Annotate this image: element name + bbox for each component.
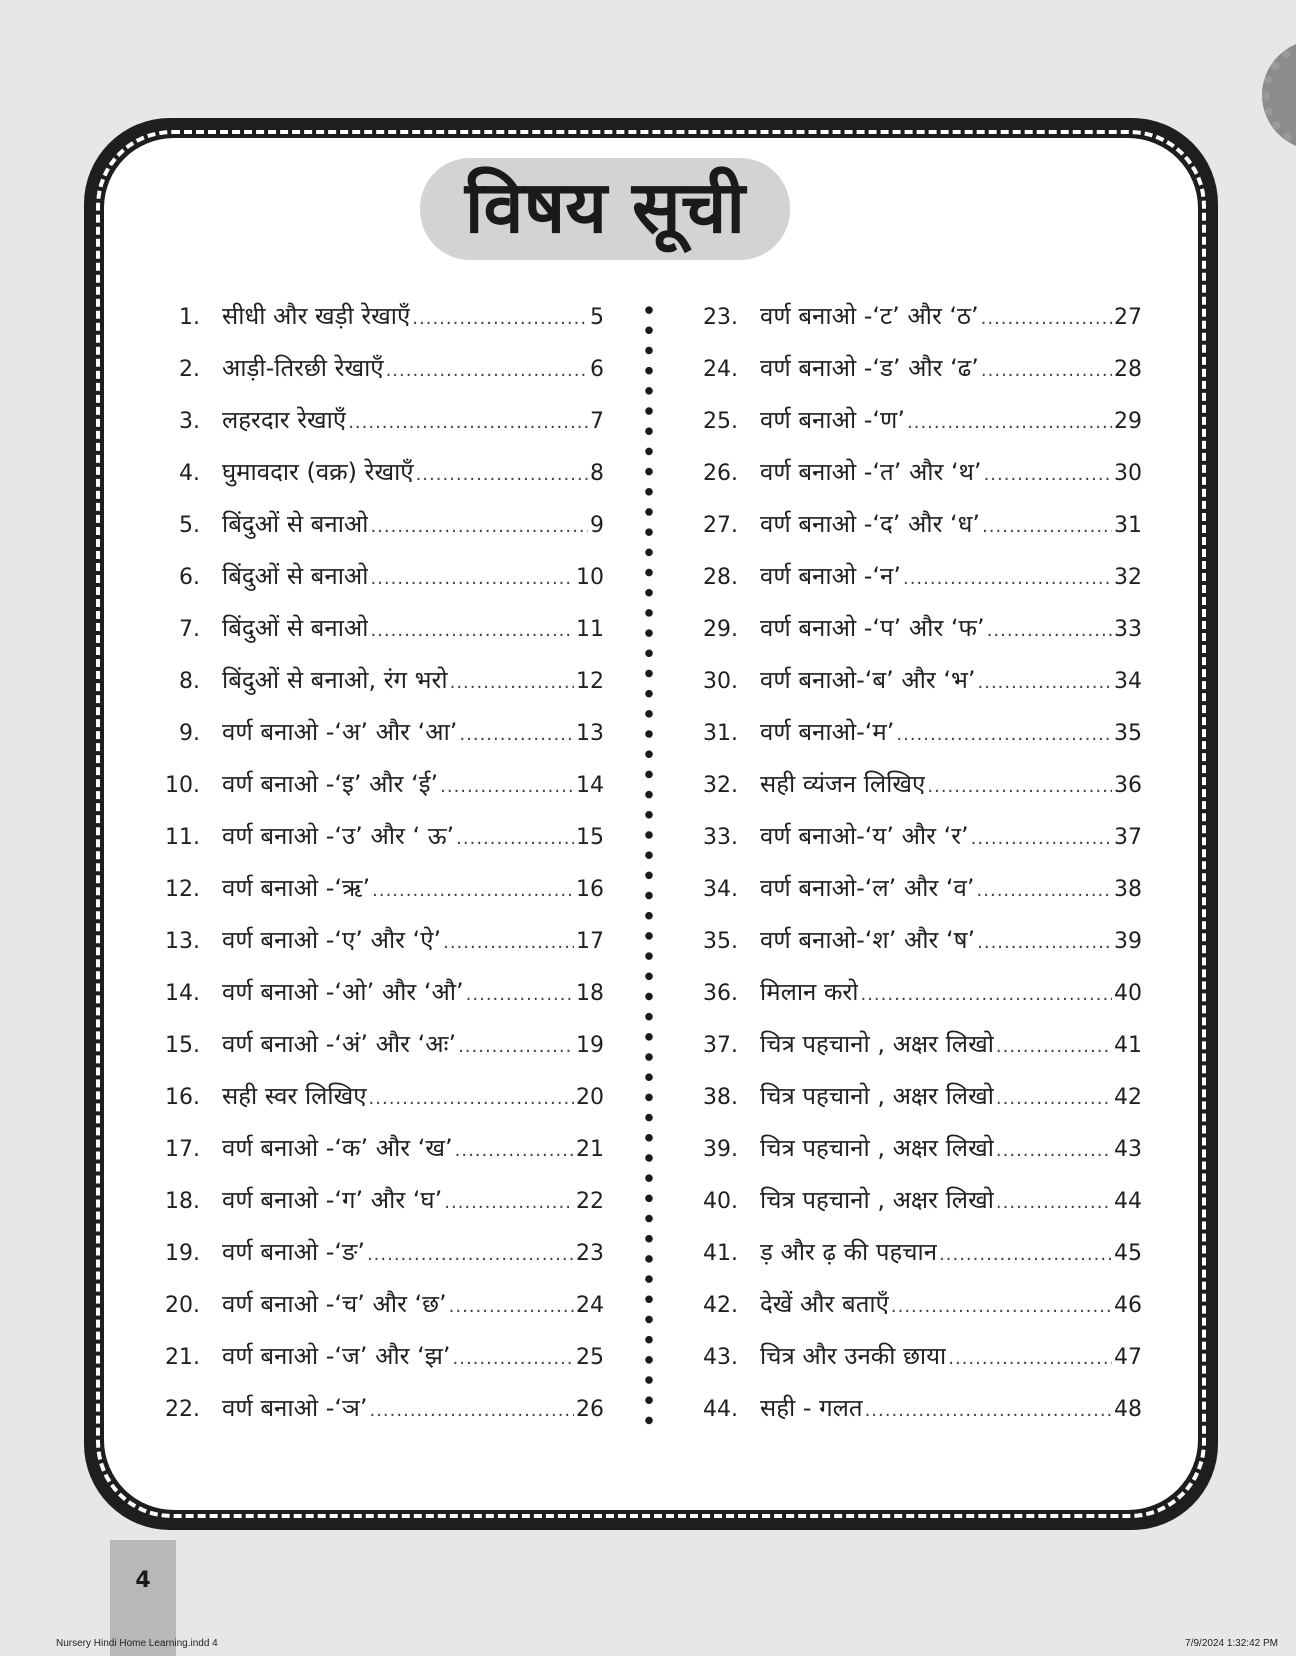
toc-entry — [134, 1226, 604, 1278]
toc-entry-number: 17. — [165, 1137, 200, 1162]
toc-entry — [134, 342, 604, 394]
dot-leader — [386, 345, 588, 397]
toc-entry-page: 12 — [576, 669, 604, 694]
toc-entry-page: 23 — [576, 1241, 604, 1266]
toc-entry-title: बिंदुओं से बनाओ, रंग भरो — [222, 666, 448, 694]
toc-entry-page: 32 — [1114, 565, 1142, 590]
toc-entry-number: 8. — [179, 669, 200, 694]
toc-entry — [672, 602, 1142, 654]
toc-entry-number: 15. — [165, 1033, 200, 1058]
toc-entry — [672, 706, 1142, 758]
toc-entry-number: 2. — [179, 357, 200, 382]
toc-entry-number: 33. — [703, 825, 738, 850]
toc-entry-page: 16 — [576, 877, 604, 902]
dot-leader — [865, 1385, 1112, 1437]
toc-entry-page: 33 — [1114, 617, 1142, 642]
toc-entry-page: 31 — [1114, 513, 1142, 538]
toc-entry-title: वर्ण बनाओ -‘ण’ — [760, 406, 906, 434]
toc-entry-title: वर्ण बनाओ -‘प’ और ‘फ’ — [760, 614, 985, 642]
toc-entry-page: 18 — [576, 981, 604, 1006]
toc-entry-number: 36. — [703, 981, 738, 1006]
toc-entry-title: बिंदुओं से बनाओ — [222, 562, 369, 590]
toc-entry-title: वर्ण बनाओ -‘ए’ और ‘ऐ’ — [222, 926, 442, 954]
toc-entry-page: 48 — [1114, 1397, 1142, 1422]
dot-leader — [939, 1229, 1112, 1281]
toc-entry-page: 22 — [576, 1189, 604, 1214]
toc-entry — [672, 550, 1142, 602]
toc-entry-page: 41 — [1114, 1033, 1142, 1058]
toc-entry-title: बिंदुओं से बनाओ — [222, 614, 369, 642]
toc-entry — [134, 290, 604, 342]
dot-leader — [412, 293, 588, 345]
toc-entry — [134, 758, 604, 810]
toc-entry-title: वर्ण बनाओ -‘ज’ और ‘झ’ — [222, 1342, 451, 1370]
dot-leader — [996, 1021, 1112, 1073]
toc-entry-number: 24. — [703, 357, 738, 382]
toc-entry — [134, 1278, 604, 1330]
toc-entry-page: 8 — [590, 461, 604, 486]
toc-entry-number: 38. — [703, 1085, 738, 1110]
toc-entry-page: 25 — [576, 1345, 604, 1370]
toc-entry-title: घुमावदार (वक्र) रेखाएँ — [222, 458, 414, 486]
dot-leader — [370, 605, 574, 657]
toc-entry-page: 45 — [1114, 1241, 1142, 1266]
toc-entry — [672, 654, 1142, 706]
toc-entry — [672, 446, 1142, 498]
toc-entry-page: 14 — [576, 773, 604, 798]
toc-entry-number: 11. — [165, 825, 200, 850]
toc-entry-title: चित्र पहचानो , अक्षर लिखो — [760, 1134, 994, 1162]
toc-entry — [134, 810, 604, 862]
dot-leader — [977, 865, 1112, 917]
toc-entry — [672, 966, 1142, 1018]
toc-entry-number: 28. — [703, 565, 738, 590]
dotted-divider — [645, 300, 653, 1430]
toc-entry-title: वर्ण बनाओ -‘क’ और ‘ख’ — [222, 1134, 453, 1162]
dot-leader — [984, 449, 1112, 501]
toc-entry-number: 7. — [179, 617, 200, 642]
toc-entry-number: 34. — [703, 877, 738, 902]
dot-leader — [987, 605, 1112, 657]
toc-entry — [672, 810, 1142, 862]
dot-leader — [456, 813, 574, 865]
toc-entry — [134, 706, 604, 758]
page-title: विषय सूची — [464, 165, 746, 249]
toc-entry-page: 20 — [576, 1085, 604, 1110]
toc-entry-title: वर्ण बनाओ -‘उ’ और ‘ ऊ’ — [222, 822, 455, 850]
toc-entry — [672, 862, 1142, 914]
toc-entry-number: 30. — [703, 669, 738, 694]
dot-leader — [981, 345, 1112, 397]
dot-leader — [977, 917, 1112, 969]
toc-entry — [134, 1174, 604, 1226]
toc-entry — [134, 966, 604, 1018]
toc-entry — [134, 550, 604, 602]
toc-entry-title: वर्ण बनाओ -‘ग’ और ‘घ’ — [222, 1186, 443, 1214]
toc-entry — [672, 1226, 1142, 1278]
toc-entry — [134, 654, 604, 706]
toc-entry-title: सही स्वर लिखिए — [222, 1082, 367, 1110]
toc-entry-number: 14. — [165, 981, 200, 1006]
toc-entry — [672, 1382, 1142, 1434]
toc-entry-number: 20. — [165, 1293, 200, 1318]
toc-entry — [134, 862, 604, 914]
dot-leader — [927, 761, 1112, 813]
toc-entry-title: बिंदुओं से बनाओ — [222, 510, 369, 538]
toc-entry-number: 3. — [179, 409, 200, 434]
dot-leader — [458, 1021, 574, 1073]
toc-entry-title: वर्ण बनाओ-‘श’ और ‘ष’ — [760, 926, 976, 954]
toc-entry — [134, 1122, 604, 1174]
toc-entry-title: वर्ण बनाओ -‘द’ और ‘ध’ — [760, 510, 981, 538]
toc-entry-number: 44. — [703, 1397, 738, 1422]
toc-entry — [672, 1174, 1142, 1226]
dot-leader — [982, 501, 1112, 553]
toc-entry-title: चित्र पहचानो , अक्षर लिखो — [760, 1030, 994, 1058]
toc-entry-number: 40. — [703, 1189, 738, 1214]
toc-entry — [672, 394, 1142, 446]
toc-entry-number: 31. — [703, 721, 738, 746]
toc-entry-title: वर्ण बनाओ -‘ऋ’ — [222, 874, 371, 902]
dot-leader — [348, 397, 588, 449]
toc-entry-number: 10. — [165, 773, 200, 798]
print-slug-file: Nursery Hindi Home Learning.indd 4 — [56, 1638, 218, 1649]
toc-entry-number: 12. — [165, 877, 200, 902]
toc-entry — [134, 1330, 604, 1382]
toc-entry-title: वर्ण बनाओ -‘ड’ और ‘ढ’ — [760, 354, 979, 382]
toc-entry-title: सही - गलत — [760, 1394, 863, 1422]
dot-leader — [370, 553, 574, 605]
toc-entry-page: 29 — [1114, 409, 1142, 434]
toc-entry-page: 6 — [590, 357, 604, 382]
toc-entry-title: वर्ण बनाओ -‘त’ और ‘थ’ — [760, 458, 982, 486]
toc-entry-title: वर्ण बनाओ-‘ल’ और ‘व’ — [760, 874, 975, 902]
toc-entry — [672, 342, 1142, 394]
dot-leader — [416, 449, 588, 501]
toc-entry-page: 24 — [576, 1293, 604, 1318]
toc-entry-title: वर्ण बनाओ -‘च’ और ‘छ’ — [222, 1290, 447, 1318]
dot-leader — [891, 1281, 1112, 1333]
toc-entry-page: 46 — [1114, 1293, 1142, 1318]
dot-leader — [860, 969, 1112, 1021]
toc-entry-number: 1. — [179, 305, 200, 330]
toc-entry-page: 37 — [1114, 825, 1142, 850]
toc-entry-page: 28 — [1114, 357, 1142, 382]
toc-entry-page: 5 — [590, 305, 604, 330]
toc-entry-number: 26. — [703, 461, 738, 486]
toc-entry-title: सीधी और खड़ी रेखाएँ — [222, 302, 411, 330]
dot-leader — [372, 865, 574, 917]
toc-entry-page: 40 — [1114, 981, 1142, 1006]
toc-entry — [134, 1018, 604, 1070]
toc-entry-page: 9 — [590, 513, 604, 538]
toc-entry-number: 32. — [703, 773, 738, 798]
toc-entry — [672, 1330, 1142, 1382]
dot-leader — [466, 969, 574, 1021]
toc-entry-title: चित्र और उनकी छाया — [760, 1342, 947, 1370]
toc-entry-number: 27. — [703, 513, 738, 538]
toc-entry-number: 42. — [703, 1293, 738, 1318]
dot-leader — [440, 761, 574, 813]
toc-entry-page: 13 — [576, 721, 604, 746]
dot-leader — [369, 1385, 574, 1437]
toc-entry-page: 17 — [576, 929, 604, 954]
toc-entry-title: मिलान करो — [760, 978, 859, 1006]
toc-entry-page: 11 — [576, 617, 604, 642]
toc-entry-title: वर्ण बनाओ-‘य’ और ‘र’ — [760, 822, 969, 850]
toc-entry-page: 21 — [576, 1137, 604, 1162]
dot-leader — [971, 813, 1112, 865]
toc-entry — [134, 446, 604, 498]
toc-entry-title: वर्ण बनाओ -‘ट’ और ‘ठ’ — [760, 302, 979, 330]
toc-entry — [672, 1122, 1142, 1174]
toc-entry-page: 27 — [1114, 305, 1142, 330]
dot-leader — [948, 1333, 1112, 1385]
toc-entry-title: वर्ण बनाओ-‘ब’ और ‘भ’ — [760, 666, 976, 694]
toc-entry — [134, 914, 604, 966]
toc-entry-title: ड़ और ढ़ की पहचान — [760, 1238, 938, 1266]
toc-entry-page: 15 — [576, 825, 604, 850]
toc-entry — [672, 1018, 1142, 1070]
toc-left-column — [134, 290, 604, 1434]
toc-entry-number: 21. — [165, 1345, 200, 1370]
toc-entry-number: 18. — [165, 1189, 200, 1214]
toc-entry-number: 22. — [165, 1397, 200, 1422]
toc-entry — [672, 914, 1142, 966]
toc-entry-page: 34 — [1114, 669, 1142, 694]
toc-entry-number: 25. — [703, 409, 738, 434]
toc-entry-page: 26 — [576, 1397, 604, 1422]
toc-entry-number: 5. — [179, 513, 200, 538]
toc-entry — [672, 1278, 1142, 1330]
dot-leader — [453, 1333, 575, 1385]
gear-decoration-icon — [1262, 40, 1296, 150]
toc-entry-number: 35. — [703, 929, 738, 954]
toc-entry — [134, 394, 604, 446]
toc-entry-page: 7 — [590, 409, 604, 434]
toc-entry-title: सही व्यंजन लिखिए — [760, 770, 926, 798]
dot-leader — [450, 657, 574, 709]
toc-entry-page: 47 — [1114, 1345, 1142, 1370]
toc-entry-number: 16. — [165, 1085, 200, 1110]
toc-entry-page: 38 — [1114, 877, 1142, 902]
toc-entry-number: 39. — [703, 1137, 738, 1162]
dot-leader — [459, 709, 574, 761]
toc-entry-number: 37. — [703, 1033, 738, 1058]
toc-entry-page: 44 — [1114, 1189, 1142, 1214]
toc-entry-page: 43 — [1114, 1137, 1142, 1162]
dot-leader — [903, 553, 1112, 605]
toc-entry — [134, 602, 604, 654]
dot-leader — [996, 1073, 1112, 1125]
toc-entry-title: वर्ण बनाओ -‘ङ’ — [222, 1238, 365, 1266]
dot-leader — [996, 1177, 1112, 1229]
toc-entry-page: 30 — [1114, 461, 1142, 486]
dot-leader — [369, 1073, 574, 1125]
toc-entry-number: 4. — [179, 461, 200, 486]
toc-entry-page: 36 — [1114, 773, 1142, 798]
toc-entry — [672, 758, 1142, 810]
dot-leader — [449, 1281, 574, 1333]
dot-leader — [981, 293, 1112, 345]
toc-entry-title: चित्र पहचानो , अक्षर लिखो — [760, 1186, 994, 1214]
toc-entry-title: वर्ण बनाओ -‘अं’ और ‘अः’ — [222, 1030, 457, 1058]
toc-entry-page: 10 — [576, 565, 604, 590]
toc-entry-page: 39 — [1114, 929, 1142, 954]
toc-entry-title: लहरदार रेखाएँ — [222, 406, 347, 434]
toc-entry-number: 23. — [703, 305, 738, 330]
dot-leader — [907, 397, 1112, 449]
toc-entry-title: वर्ण बनाओ -‘अ’ और ‘आ’ — [222, 718, 458, 746]
toc-entry-title: वर्ण बनाओ -‘ओ’ और ‘औ’ — [222, 978, 464, 1006]
page-number: 4 — [135, 1568, 151, 1593]
toc-entry-title: चित्र पहचानो , अक्षर लिखो — [760, 1082, 994, 1110]
toc-entry — [134, 1382, 604, 1434]
toc-entry-page: 19 — [576, 1033, 604, 1058]
toc-entry-title: वर्ण बनाओ-‘म’ — [760, 718, 895, 746]
toc-entry-number: 13. — [165, 929, 200, 954]
dot-leader — [367, 1229, 574, 1281]
toc-entry — [672, 1070, 1142, 1122]
toc-right-column — [672, 290, 1142, 1434]
toc-entry-title: वर्ण बनाओ -‘न’ — [760, 562, 901, 590]
dot-leader — [455, 1125, 574, 1177]
toc-entry-number: 6. — [179, 565, 200, 590]
toc-entry-page: 42 — [1114, 1085, 1142, 1110]
dot-leader — [896, 709, 1112, 761]
toc-entry — [134, 498, 604, 550]
dot-leader — [370, 501, 588, 553]
dot-leader — [978, 657, 1113, 709]
toc-entry-title: वर्ण बनाओ -‘ञ’ — [222, 1394, 368, 1422]
print-slug-timestamp: 7/9/2024 1:32:42 PM — [1185, 1638, 1278, 1649]
dot-leader — [444, 1177, 574, 1229]
toc-entry-number: 41. — [703, 1241, 738, 1266]
toc-entry-title: वर्ण बनाओ -‘इ’ और ‘ई’ — [222, 770, 439, 798]
toc-entry-title: देखें और बताएँ — [760, 1290, 889, 1318]
dot-leader — [996, 1125, 1112, 1177]
dot-leader — [443, 917, 574, 969]
toc-entry-page: 35 — [1114, 721, 1142, 746]
toc-entry — [672, 290, 1142, 342]
toc-entry-number: 43. — [703, 1345, 738, 1370]
toc-entry-title: आड़ी-तिरछी रेखाएँ — [222, 354, 384, 382]
toc-entry-number: 29. — [703, 617, 738, 642]
toc-entry — [134, 1070, 604, 1122]
toc-entry — [672, 498, 1142, 550]
toc-entry-number: 9. — [179, 721, 200, 746]
toc-entry-number: 19. — [165, 1241, 200, 1266]
